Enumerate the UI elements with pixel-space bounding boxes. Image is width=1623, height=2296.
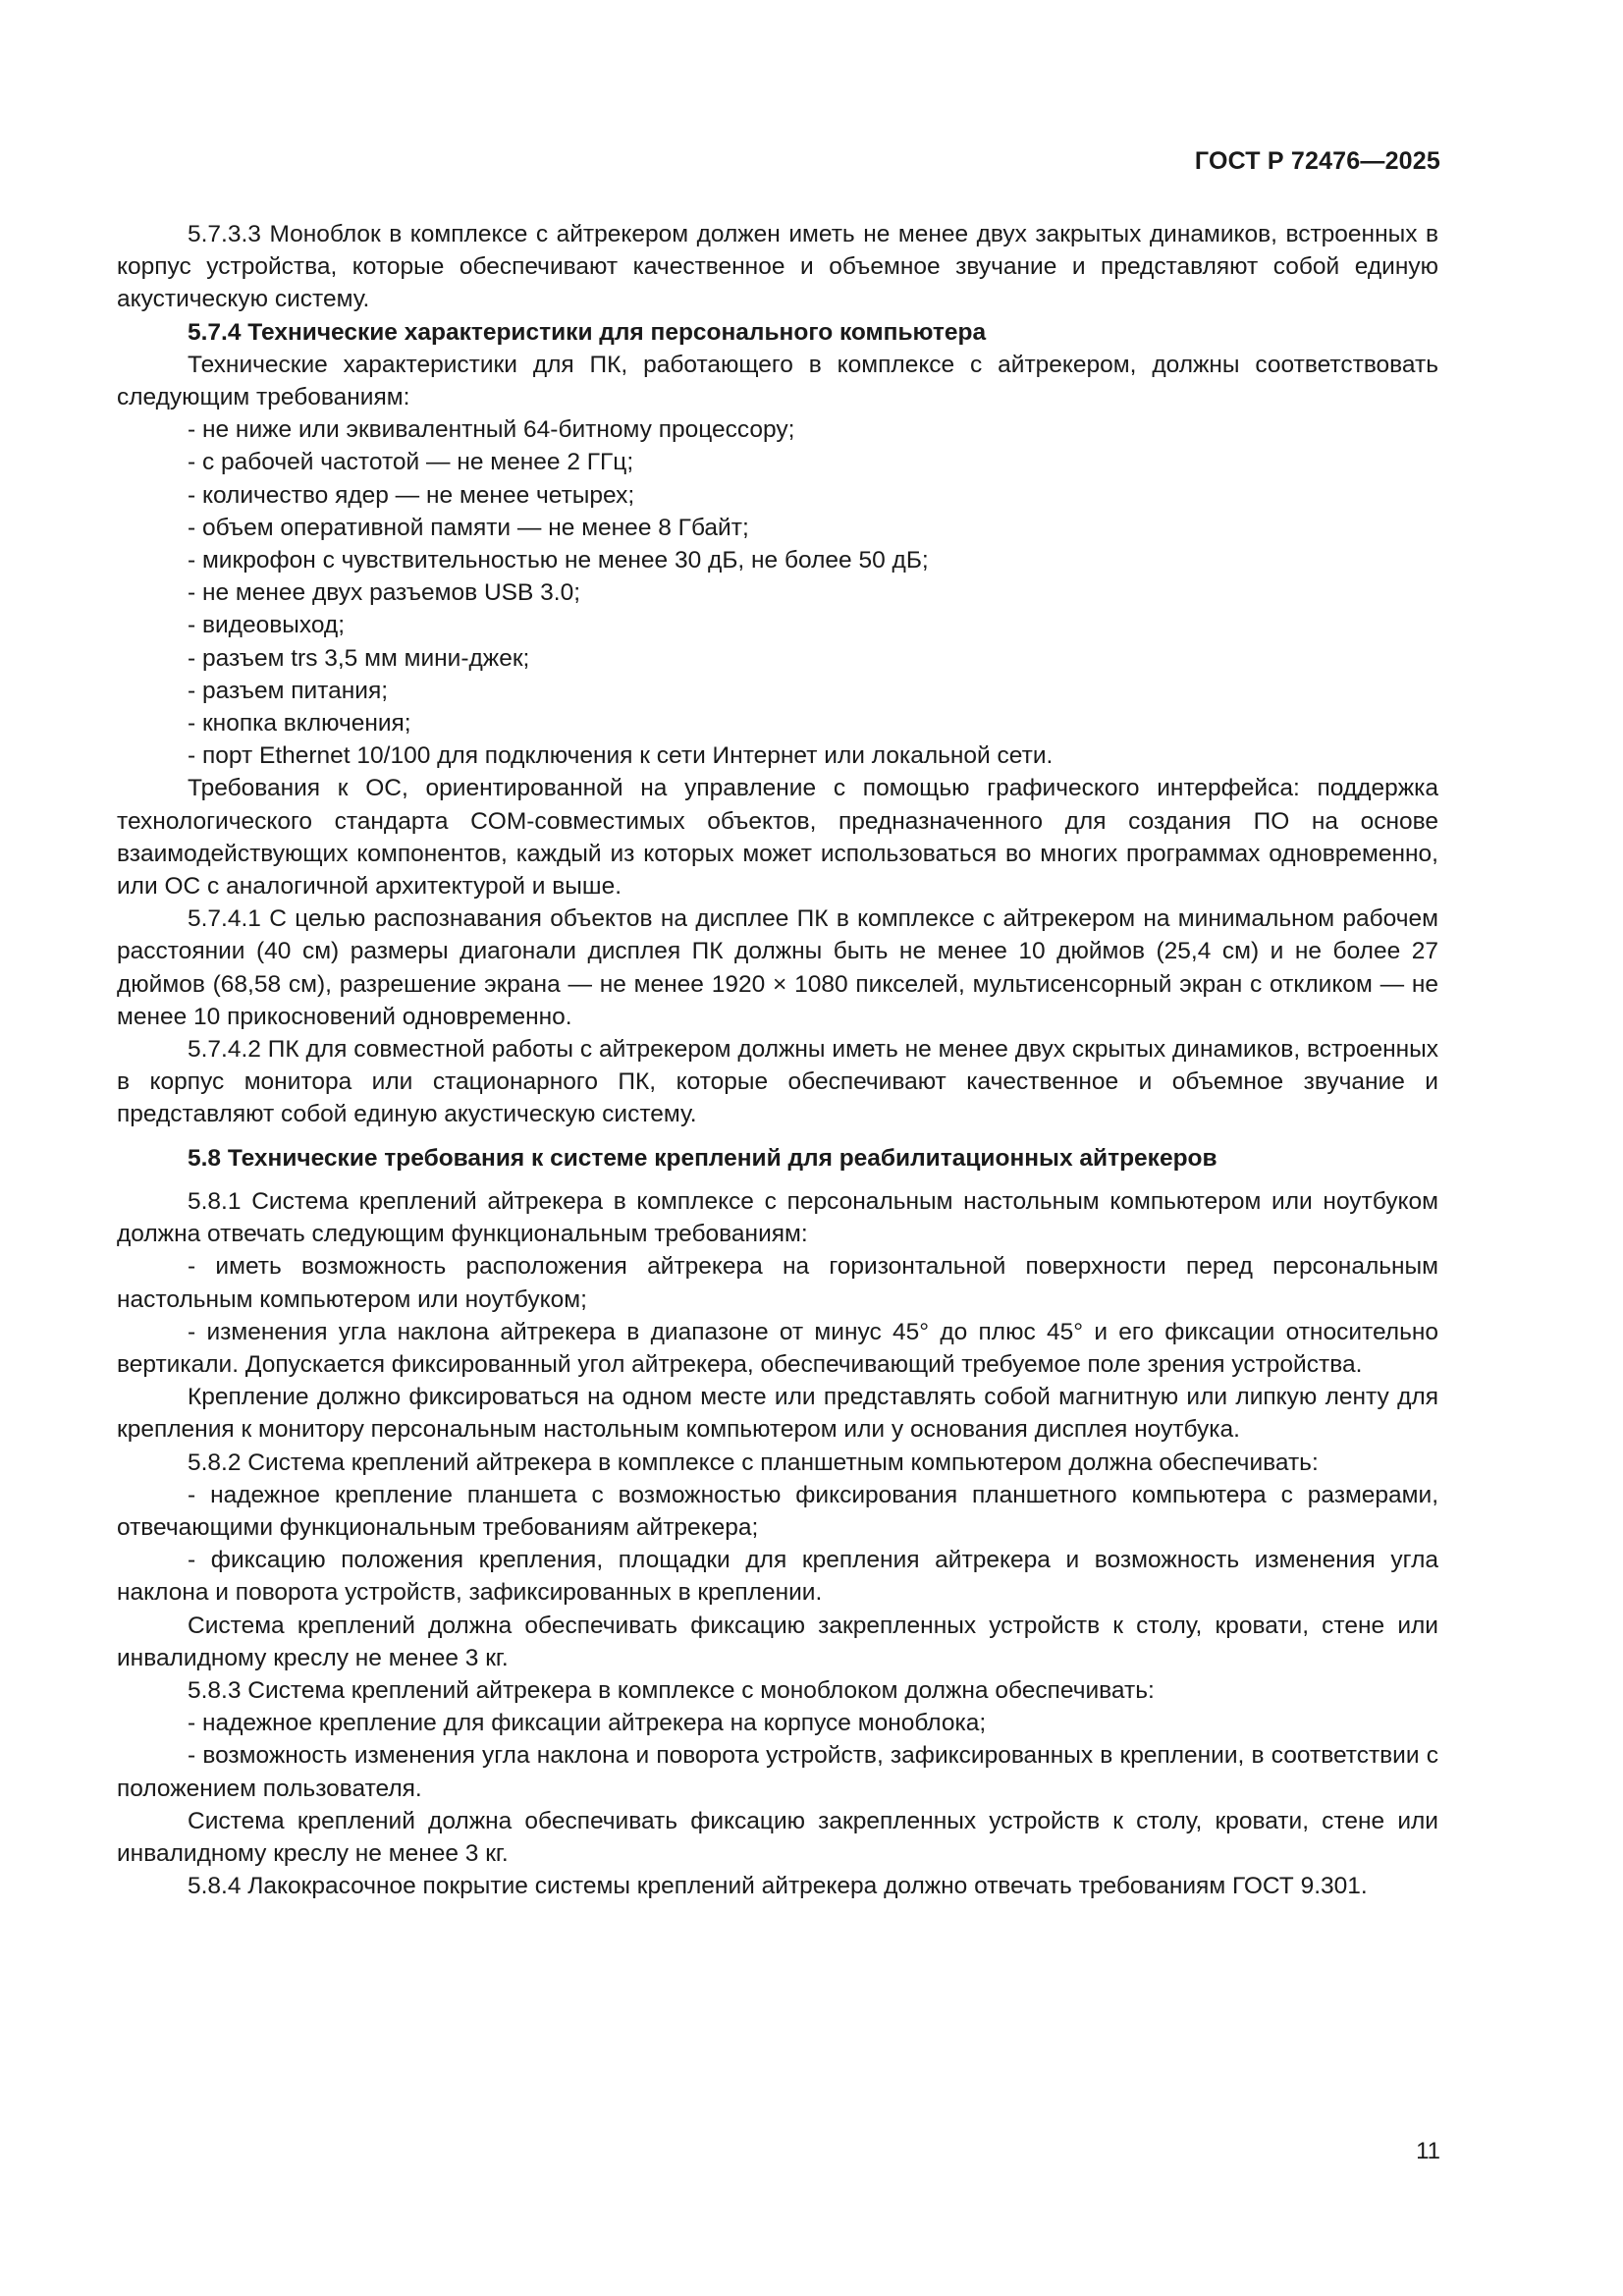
list-item-power-button: - кнопка включения; bbox=[188, 710, 411, 738]
paragraph-load-requirement-1: Система креплений должна обеспечивать фиксацию закрепленных устройств к столу, кровати, стене или инвалидному креслу не менее 3 кг. bbox=[117, 1612, 1438, 1671]
list-item-ram: - объем оперативной памяти — не менее 8 Гбайт; bbox=[188, 514, 749, 541]
paragraph-5-7-3-3: 5.7.3.3 Моноблок в комплексе с айтрекером должен иметь не менее двух закрытых динамиков, встроенных в корпус устройства, которые обеспечивают качественное и объемное звучание и представляют собой единую акустическую систему. bbox=[117, 221, 1438, 313]
paragraph-5-8-2: 5.8.2 Система креплений айтрекера в комплексе с планшетным компьютером должна обеспечивать: bbox=[188, 1449, 1319, 1476]
list-item-video-out: - видеовыход; bbox=[188, 612, 346, 639]
paragraph-mount-fixation: Крепление должно фиксироваться на одном месте или представлять собой магнитную или липкую ленту для крепления к монитору персональным настольным компьютером или у основания дисплея ноутбука. bbox=[117, 1384, 1438, 1444]
paragraph-pc-requirements-intro: Технические характеристики для ПК, работающего в комплексе с айтрекером, должны соответствовать следующим требованиям: bbox=[117, 351, 1438, 411]
list-item-tilt-angle: - изменения угла наклона айтрекера в диапазоне от минус 45° до плюс 45° и его фиксации относительно вертикали. Допускается фиксированный угол айтрекера, обеспечивающий требуемое поле зрения устройства. bbox=[117, 1318, 1438, 1378]
list-item-usb: - не менее двух разъемов USB 3.0; bbox=[188, 579, 581, 607]
list-item-monoblock-mount: - надежное крепление для фиксации айтрекера на корпусе моноблока; bbox=[188, 1710, 987, 1737]
paragraph-5-7-4-1: 5.7.4.1 С целью распознавания объектов на дисплее ПК в комплексе с айтрекером на минимальном рабочем расстоянии (40 см) размеры диагонали дисплея ПК должны быть не менее 10 дюймов (25,4 см) и не более 27 дюймов (68,58 см), разрешение экрана — не менее 1920 × 1080 пикселей, мультисенсорный экран с откликом — не менее 10 прикосновений одновременно. bbox=[117, 905, 1438, 1030]
paragraph-5-7-4-2: 5.7.4.2 ПК для совместной работы с айтрекером должны иметь не менее двух скрытых динамиков, встроенных в корпус монитора или стационарного ПК, которые обеспечивают качественное и объемное звучание и представляют собой единую акустическую систему. bbox=[117, 1036, 1438, 1128]
section-heading-5-8: 5.8 Технические требования к системе креплений для реабилитационных айтрекеров bbox=[188, 1144, 1217, 1172]
document-body bbox=[117, 218, 1438, 1902]
list-item-tablet-mount: - надежное крепление планшета с возможностью фиксирования планшетного компьютера с размерами, отвечающими функциональным требованиям айтрекера; bbox=[117, 1481, 1438, 1541]
paragraph-load-requirement-2: Система креплений должна обеспечивать фиксацию закрепленных устройств к столу, кровати, стене или инвалидному креслу не менее 3 кг. bbox=[117, 1807, 1438, 1867]
paragraph-5-8-4: 5.8.4 Лакокрасочное покрытие системы креплений айтрекера должно отвечать требованиям ГОСТ 9.301. bbox=[188, 1873, 1368, 1900]
paragraph-os-requirements: Требования к ОС, ориентированной на управление с помощью графического интерфейса: поддержка технологического стандарта COM-совместимых объектов, предназначенного для создания ПО на основе взаимодействующих компонентов, каждый из которых может использоваться во многих программах одновременно, или ОС с аналогичной архитектурой и выше. bbox=[117, 775, 1438, 901]
list-item-mount-position: - фиксацию положения крепления, площадки для крепления айтрекера и возможность изменения угла наклона и поворота устройств, зафиксированных в креплении. bbox=[117, 1547, 1438, 1607]
list-item-cores: - количество ядер — не менее четырех; bbox=[188, 481, 635, 509]
list-item-user-position: - возможность изменения угла наклона и поворота устройств, зафиксированных в креплении, в соответствии с положением пользователя. bbox=[117, 1742, 1438, 1802]
list-item-processor: - не ниже или эквивалентный 64-битному процессору; bbox=[188, 416, 795, 444]
list-item-frequency: - с рабочей частотой — не менее 2 ГГц; bbox=[188, 449, 634, 476]
paragraph-5-8-3: 5.8.3 Система креплений айтрекера в комплексе с моноблоком должна обеспечивать: bbox=[188, 1676, 1155, 1704]
list-item-horizontal-placement: - иметь возможность расположения айтрекера на горизонтальной поверхности перед персональным настольным компьютером или ноутбуком; bbox=[117, 1253, 1438, 1313]
page-number: 11 bbox=[1416, 2138, 1440, 2164]
section-heading-5-7-4: 5.7.4 Технические характеристики для персонального компьютера bbox=[188, 318, 987, 346]
paragraph-5-8-1: 5.8.1 Система креплений айтрекера в комплексе с персональным настольным компьютером или ноутбуком должна отвечать следующим функциональным требованиям: bbox=[117, 1187, 1438, 1248]
list-item-microphone: - микрофон с чувствительностью не менее 30 дБ, не более 50 дБ; bbox=[188, 547, 929, 574]
list-item-ethernet: - порт Ethernet 10/100 для подключения к сети Интернет или локальной сети. bbox=[188, 742, 1054, 770]
list-item-power-connector: - разъем питания; bbox=[188, 677, 389, 704]
document-code-header: ГОСТ Р 72476—2025 bbox=[1194, 147, 1440, 175]
list-item-audio-jack: - разъем trs 3,5 мм мини-джек; bbox=[188, 644, 530, 672]
